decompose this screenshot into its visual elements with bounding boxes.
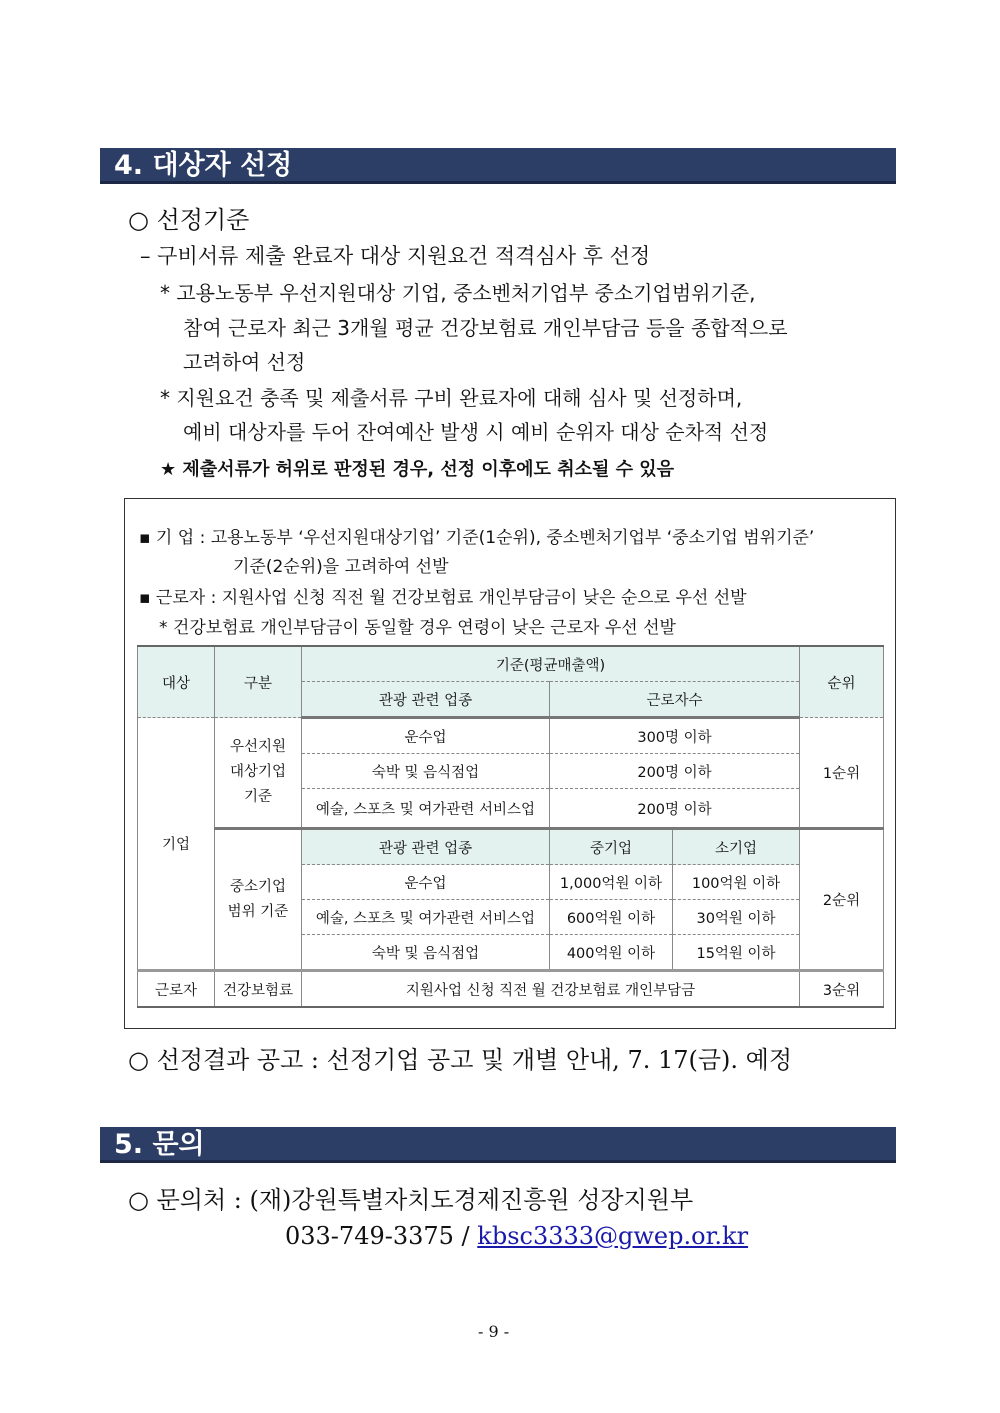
s-row1-medium: 1,000억원 이하: [550, 865, 673, 900]
page-number: - 9 -: [478, 1322, 510, 1341]
s-row3-small: 15억원 이하: [673, 935, 800, 971]
s-row2-industry: 예술, 스포츠 및 여가관련 서비스업: [302, 900, 550, 935]
s-row1-small: 100억원 이하: [673, 865, 800, 900]
s-row2-medium: 600억원 이하: [550, 900, 673, 935]
worker-rank: 3순위: [800, 971, 884, 1008]
sme-header-small: 소기업: [673, 829, 800, 865]
s-row1-industry: 운수업: [302, 865, 550, 900]
worker-cell: 근로자: [138, 971, 215, 1008]
sme-header-industry: 관광 관련 업종: [302, 829, 550, 865]
sme-label: [215, 829, 302, 971]
contact-line: ○ 문의처 : (재)강원특별자치도경제진흥원 성장지원부: [128, 1186, 694, 1214]
p-row1-industry: 운수업: [302, 718, 550, 754]
header-rank: 순위: [800, 646, 884, 718]
box-bullet1-line2: 기준(2순위)을 고려하여 선발: [233, 557, 449, 577]
s-rank: 2순위: [800, 829, 884, 971]
contact-phone: 033-749-3375 /: [285, 1222, 470, 1250]
sme-label-line1: 중소기업: [229, 878, 287, 895]
priority-label-line2: 대상기업: [229, 764, 287, 780]
s-row2-small: 30억원 이하: [673, 900, 800, 935]
sme-label-line2: 범위 기준: [227, 903, 289, 920]
priority-label-line1: 우선지원: [229, 739, 287, 755]
company-cell: 기업: [138, 718, 215, 971]
p-rank: 1순위: [800, 718, 884, 829]
header-industry: 관광 관련 업종: [302, 682, 550, 718]
note1-line3: 고려하여 선정: [183, 350, 306, 374]
contact-phone-email: [285, 1222, 748, 1250]
s-row3-medium: 400억원 이하: [550, 935, 673, 971]
header-criteria: 기준(평균매출액): [302, 646, 800, 682]
header-target: 대상: [138, 646, 215, 718]
note1-line2: 참여 근로자 최근 3개월 평균 건강보험료 개인부담금 등을 종합적으로: [183, 316, 788, 340]
criteria-table: [137, 645, 884, 1008]
note1-line1: * 고용노동부 우선지원대상 기업, 중소벤처기업부 중소기업범위기준,: [160, 281, 756, 305]
worker-category: 건강보험료: [215, 971, 302, 1008]
s-row3-industry: 숙박 및 음식점업: [302, 935, 550, 971]
sme-header-medium: 중기업: [550, 829, 673, 865]
p-row2-value: 200명 이하: [550, 754, 800, 789]
box-bullet1-line1: ▪ 기 업 : 고용노동부 ‘우선지원대상기업’ 기준(1순위), 중소벤처기업부 ‘중소기업 범위기준’: [139, 528, 815, 548]
criteria-heading: ○ 선정기준: [128, 206, 250, 234]
worker-criteria: 지원사업 신청 직전 월 건강보험료 개인부담금: [302, 971, 800, 1008]
priority-label: [215, 718, 302, 829]
note2-line1: * 지원요건 충족 및 제출서류 구비 완료자에 대해 심사 및 선정하며,: [160, 386, 743, 410]
note2-line2: 예비 대상자를 두어 잔여예산 발생 시 예비 순위자 대상 순차적 선정: [183, 420, 769, 444]
criteria-sub: – 구비서류 제출 완료자 대상 지원요건 적격심사 후 선정: [140, 244, 651, 268]
contact-email-link[interactable]: kbsc3333@gwep.or.kr: [477, 1222, 749, 1250]
priority-label-line3: 기준: [243, 789, 272, 805]
result-notice: ○ 선정결과 공고 : 선정기업 공고 및 개별 안내, 7. 17(금). 예정: [128, 1046, 793, 1074]
section-4-title: 4. 대상자 선정: [100, 148, 896, 184]
section-5-title: 5. 문의: [100, 1127, 896, 1163]
p-row2-industry: 숙박 및 음식점업: [302, 754, 550, 789]
p-row3-industry: 예술, 스포츠 및 여가관련 서비스업: [302, 789, 550, 829]
box-bullet2: ▪ 근로자 : 지원사업 신청 직전 월 건강보험료 개인부담금이 낮은 순으로 우선 선발: [139, 588, 747, 608]
warning-note: ★ 제출서류가 허위로 판정된 경우, 선정 이후에도 취소될 수 있음: [160, 459, 675, 480]
criteria-box: [124, 498, 896, 1029]
header-category: 구분: [215, 646, 302, 718]
box-bullet2-note: * 건강보험료 개인부담금이 동일할 경우 연령이 낮은 근로자 우선 선발: [159, 618, 676, 638]
header-workers: 근로자수: [550, 682, 800, 718]
p-row3-value: 200명 이하: [550, 789, 800, 829]
p-row1-value: 300명 이하: [550, 718, 800, 754]
